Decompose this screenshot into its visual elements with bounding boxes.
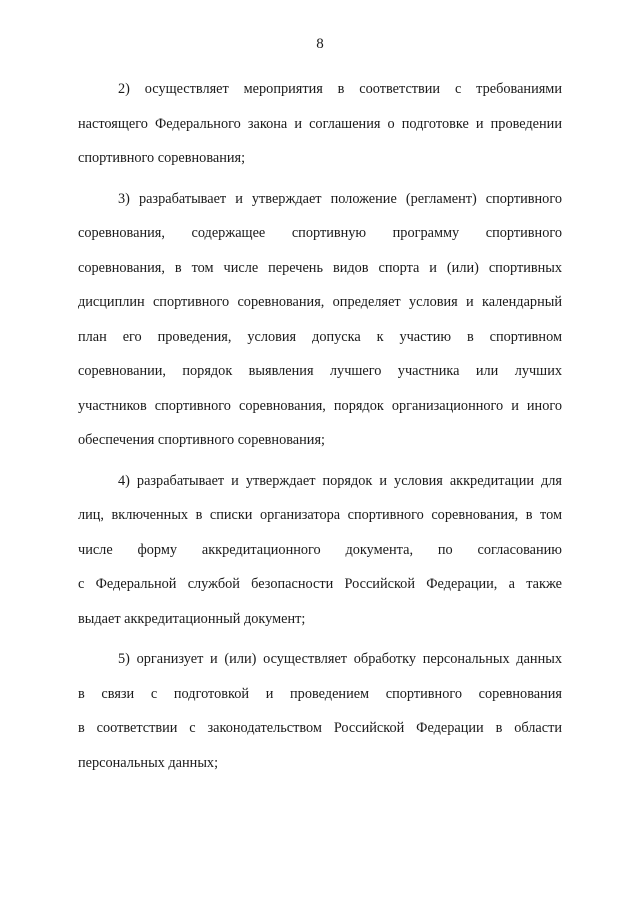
text-line: лиц, включенных в списки организатора спортивного соревнования, в том	[78, 507, 562, 523]
text-line: обеспечения спортивного соревнования;	[78, 432, 325, 448]
text-line: 2) осуществляет мероприятия в соответствии с требованиями	[118, 81, 562, 97]
paragraph-item-2	[78, 72, 562, 176]
text-line: дисциплин спортивного соревнования, определяет условия и календарный	[78, 294, 562, 310]
text-line: числе форму аккредитационного документа, по согласованию	[78, 541, 562, 558]
text-line: план его проведения, условия допуска к участию в спортивном	[78, 328, 562, 345]
text-line: 5) организует и (или) осуществляет обработку персональных данных	[118, 651, 562, 667]
text-line: 4) разрабатывает и утверждает порядок и условия аккредитации для	[118, 472, 562, 489]
text-line: персональных данных;	[78, 754, 219, 771]
text-line: соревнования, в том числе перечень видов спорта и (или) спортивных	[78, 259, 562, 276]
text-line: выдает аккредитационный документ;	[78, 610, 306, 627]
text-line: соревнования, содержащее спортивную программу спортивного	[78, 225, 562, 241]
text-line: соревновании, порядок выявления лучшего участника или лучших	[78, 363, 562, 379]
text-line: в соответствии с законодательством Российской Федерации в области	[78, 720, 562, 736]
page-number: 8	[316, 36, 324, 52]
paragraph-item-3	[78, 182, 562, 458]
text-line: настоящего Федерального закона и соглашения о подготовке и проведении	[78, 115, 562, 132]
text-line: спортивного соревнования;	[78, 150, 246, 166]
text-line: участников спортивного соревнования, порядок организационного и иного	[78, 397, 562, 414]
text-line: 3) разрабатывает и утверждает положение (регламент) спортивного	[118, 190, 562, 207]
text-line: в связи с подготовкой и проведением спортивного соревнования	[78, 685, 562, 702]
document-body	[78, 72, 562, 786]
paragraph-item-5	[78, 642, 562, 780]
paragraph-item-4	[78, 464, 562, 637]
text-line: с Федеральной службой безопасности Российской Федерации, а также	[78, 576, 562, 592]
